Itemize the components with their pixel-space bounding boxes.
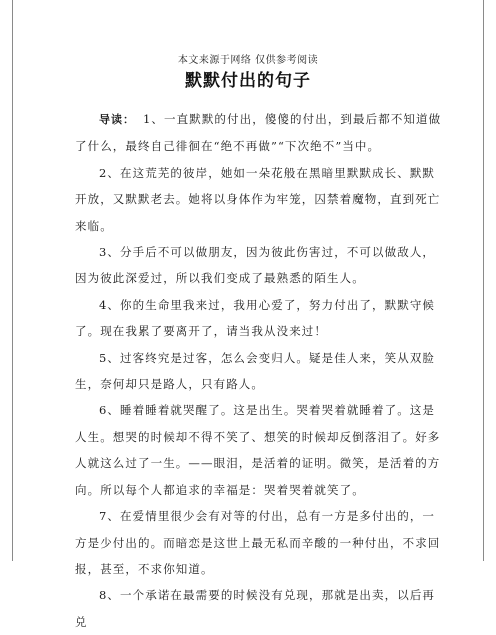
lead-label: 导读： [99,113,135,126]
paragraph-1 [75,106,447,160]
page-title: 默默付出的句子 [185,71,311,91]
paragraph-6: 6、睡着睡着就哭醒了。这是出生。哭着哭着就睡着了。这是人生。想哭的时候却不得不笑了、想笑的时候却反倒落泪了。好多人就这么过了一生。——眼泪，是活着的证明。微笑，是活着的方向。所以每个人都追求的幸福是：哭着哭着就笑了。 [75,403,441,497]
paragraph-2: 2、在这荒芜的彼岸，她如一朵花般在黑暗里默默成长、默默开放，又默默老去。她将以身体作为牢笼，囚禁着魔物，直到死亡来临。 [75,165,441,233]
document-page [12,0,484,629]
paragraph-7: 7、在爱情里很少会有对等的付出，总有一方是多付出的，一方是少付出的。而暗恋是这世上最无私而辛酸的一种付出，不求回报，甚至，不求你知道。 [75,509,441,576]
source-note: 本文来源于网络 仅供参考阅读 [177,55,319,66]
paragraph-8: 8、一个承诺在最需要的时候没有兑现，那就是出卖，以后再兑 [75,588,436,629]
paragraph-3: 3、分手后不可以做朋友，因为彼此伤害过，不可以做敌人，因为彼此深爱过，所以我们变成了最熟悉的陌生人。 [75,245,436,286]
paragraph-5: 5、过客终究是过客，怎么会变归人。疑是佳人来，笑从双脸生，奈何却只是路人，只有路人。 [75,350,436,392]
paragraph-text: 1、一直默默的付出，傻傻的付出，到最后都不知道做了什么，最终自己徘徊在“绝不再做”“下次绝不”当中。 [75,112,442,154]
document-body [75,106,447,635]
paragraph-4: 4、你的生命里我来过，我用心爱了，努力付出了，默默守候了。现在我累了要离开了，请当我从没来过！ [75,297,436,339]
